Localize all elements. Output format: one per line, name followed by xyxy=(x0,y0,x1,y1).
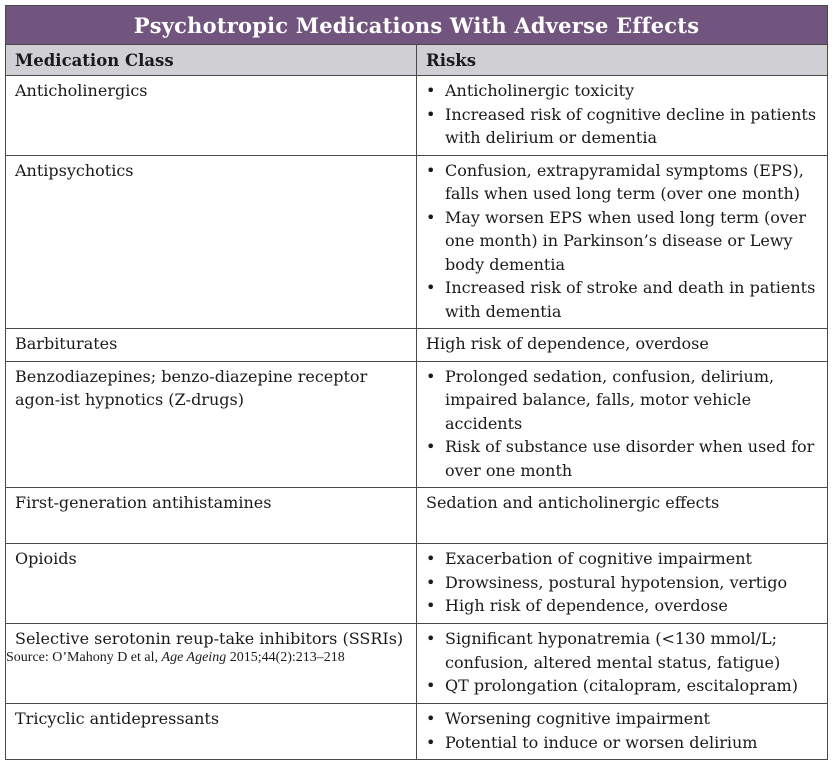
risks-cell: High risk of dependence, overdose xyxy=(417,329,828,362)
risk-item: • Worsening cognitive impairment xyxy=(426,707,818,731)
table-row xyxy=(6,76,828,156)
risks-cell: Sedation and anticholinergic effects xyxy=(417,488,828,544)
medication-class-cell: Antipsychotics xyxy=(6,155,417,329)
risk-item: • High risk of dependence, overdose xyxy=(426,594,818,618)
table-row xyxy=(6,704,828,760)
risk-item: • Risk of substance use disorder when used for over one month xyxy=(426,435,818,482)
medication-class-cell: Anticholinergics xyxy=(6,76,417,156)
medication-class-cell: Opioids xyxy=(6,544,417,624)
risks-list xyxy=(426,365,818,483)
risks-cell xyxy=(417,361,828,488)
table-title: Psychotropic Medications With Adverse Effects xyxy=(6,6,828,45)
risks-cell xyxy=(417,624,828,704)
risks-cell xyxy=(417,704,828,760)
risk-item: • Prolonged sedation, confusion, delirium, impaired balance, falls, motor vehicle accidents xyxy=(426,365,818,436)
table-row xyxy=(6,544,828,624)
table-row xyxy=(6,361,828,488)
risks-list xyxy=(426,627,818,698)
risk-item: • QT prolongation (citalopram, escitalopram) xyxy=(426,674,818,698)
medications-table-container xyxy=(5,5,828,760)
risk-item: • May worsen EPS when used long term (over one month) in Parkinson’s disease or Lewy body dementia xyxy=(426,206,818,277)
source-prefix: Source: O’Mahony D et al, xyxy=(6,650,162,665)
medications-table xyxy=(5,5,828,760)
table-row xyxy=(6,329,828,362)
risk-item: • Significant hyponatremia (<130 mmol/L; confusion, altered mental status, fatigue) xyxy=(426,627,818,674)
source-details: 2015;44(2):213–218 xyxy=(226,650,345,665)
risk-item: • Potential to induce or worsen delirium xyxy=(426,731,818,755)
table-row xyxy=(6,155,828,329)
medication-class-cell: Tricyclic antidepressants xyxy=(6,704,417,760)
source-citation xyxy=(6,650,345,666)
risk-item: • Increased risk of stroke and death in patients with dementia xyxy=(426,276,818,323)
risks-cell xyxy=(417,155,828,329)
medication-class-cell: Selective serotonin reup-take inhibitors (SSRIs) xyxy=(6,624,417,704)
risks-list xyxy=(426,547,818,618)
risks-list xyxy=(426,159,818,324)
risks-list xyxy=(426,79,818,150)
risks-cell xyxy=(417,544,828,624)
risk-item: • Increased risk of cognitive decline in patients with delirium or dementia xyxy=(426,103,818,150)
risks-cell xyxy=(417,76,828,156)
header-row xyxy=(6,45,828,76)
medication-class-cell: First-generation antihistamines xyxy=(6,488,417,544)
risk-item: • Drowsiness, postural hypotension, vertigo xyxy=(426,571,818,595)
risk-item: • Anticholinergic toxicity xyxy=(426,79,818,103)
risk-item: • Exacerbation of cognitive impairment xyxy=(426,547,818,571)
column-header-risks: Risks xyxy=(417,45,828,76)
risks-list xyxy=(426,707,818,754)
source-journal: Age Ageing xyxy=(161,650,227,665)
column-header-class: Medication Class xyxy=(6,45,417,76)
risk-item: • Confusion, extrapyramidal symptoms (EPS), falls when used long term (over one month) xyxy=(426,159,818,206)
medication-class-cell: Benzodiazepines; benzo-diazepine receptor agon-ist hypnotics (Z-drugs) xyxy=(6,361,417,488)
title-row xyxy=(6,6,828,45)
medication-class-cell: Barbiturates xyxy=(6,329,417,362)
table-row xyxy=(6,488,828,544)
